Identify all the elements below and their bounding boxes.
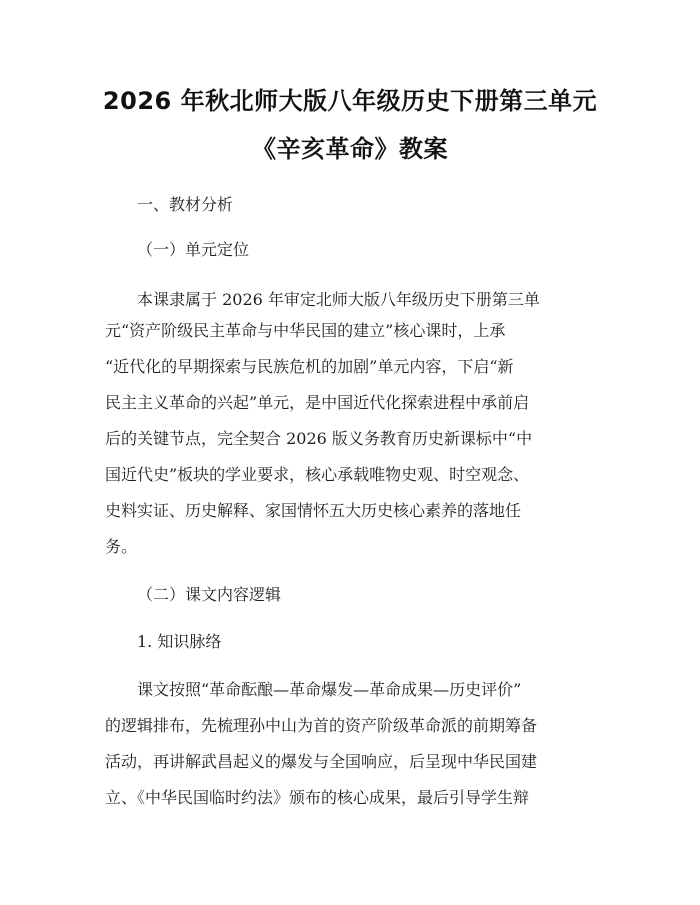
paragraph-1-line-4: 民主主义革命的兴起”单元，是中国近代化探索进程中承前启: [105, 393, 530, 412]
paragraph-1-line-7: 史料实证、历史解释、家国情怀五大历史核心素养的落地任: [105, 501, 522, 520]
subsection-heading-content-logic: （二）课文内容逻辑: [137, 585, 282, 604]
document-title-line-2: 《辛亥革命》教案: [252, 135, 448, 163]
paragraph-1-line-1: 本课隶属于 2026 年审定北师大版八年级历史下册第三单: [137, 290, 540, 309]
item-heading-knowledge-context: 1. 知识脉络: [137, 632, 222, 651]
paragraph-2-line-1: 课文按照“革命酝酿—革命爆发—革命成果—历史评价”: [137, 680, 522, 699]
paragraph-1-line-3: “近代化的早期探索与民族危机的加剧”单元内容，下启“新: [105, 357, 514, 376]
document-title-line-1: 2026 年秋北师大版八年级历史下册第三单元: [102, 87, 598, 115]
paragraph-2-line-4: 立、《中华民国临时约法》颁布的核心成果，最后引导学生辩: [105, 788, 530, 807]
paragraph-1-line-2: 元“资产阶级民主革命与中华民国的建立”核心课时，上承: [105, 321, 506, 340]
paragraph-2-line-3: 活动，再讲解武昌起义的爆发与全国响应，后呈现中华民国建: [105, 752, 538, 771]
paragraph-1-line-8: 务。: [105, 537, 138, 556]
subsection-heading-unit-positioning: （一）单元定位: [137, 240, 250, 259]
paragraph-2-line-2: 的逻辑排布，先梳理孙中山为首的资产阶级革命派的前期筹备: [105, 716, 538, 735]
section-heading-teaching-material-analysis: 一、教材分析: [137, 195, 234, 214]
paragraph-1-line-6: 国近代史”板块的学业要求，核心承载唯物史观、时空观念、: [105, 465, 530, 484]
paragraph-1-line-5: 后的关键节点，完全契合 2026 版义务教育历史新课标中“中: [105, 429, 533, 448]
